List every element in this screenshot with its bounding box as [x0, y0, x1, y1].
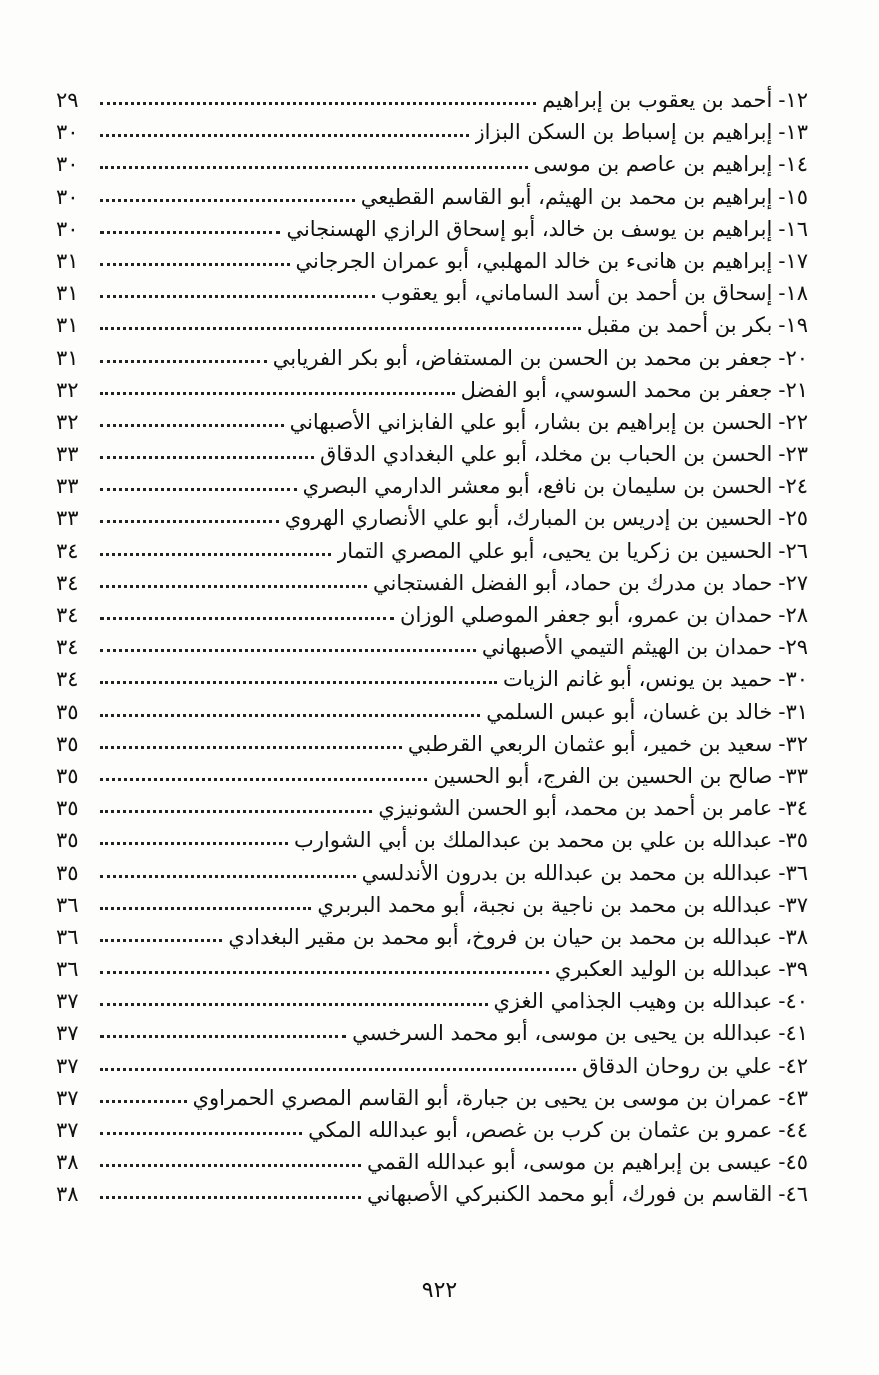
dot-leader: [100, 165, 528, 169]
toc-entry-dash: -: [778, 377, 786, 402]
page-number: ٩٢٢: [421, 1278, 458, 1303]
toc-entry-number: ٣٠: [785, 667, 808, 692]
toc-entry-title: الحسين بن زكريا بن يحيى، أبو علي المصري التمار: [337, 538, 773, 563]
toc-entry-number: ٢٩: [785, 635, 808, 660]
toc-entry: [56, 599, 808, 631]
dot-leader: [100, 874, 356, 878]
toc-entry-page: ٢٩: [56, 88, 79, 112]
dot-leader: [100, 198, 355, 202]
toc-entry-page: ٣١: [56, 248, 79, 273]
toc-entry-dash: -: [778, 1182, 786, 1207]
toc-entry-title: عبدالله بن وهيب الجذامي الغزي: [493, 989, 773, 1014]
toc-entry-number: ١٩: [785, 313, 808, 338]
toc-entry-title: سعيد بن خمير، أبو عثمان الربعي القرطبي: [407, 731, 773, 756]
toc-entry-page: ٣٤: [56, 667, 79, 692]
dot-leader: [100, 841, 288, 845]
toc-entry-number: ١٤: [785, 152, 808, 177]
toc-entry-title: حمدان بن الهيثم التيمي الأصبهاني: [481, 635, 773, 660]
dot-leader: [100, 359, 267, 363]
toc-entry-page: ٣٦: [56, 892, 79, 917]
toc-entry-title: إبراهيم بن عاصم بن موسى: [533, 152, 773, 177]
dot-leader: [100, 1195, 361, 1199]
toc-entry-page: ٣٤: [56, 570, 79, 595]
toc-entry-page: ٣١: [56, 345, 79, 370]
toc-entry-title: عمرو بن عثمان بن كرب بن غصص، أبو عبدالله المكي: [308, 1118, 773, 1142]
toc-entry-dash: -: [778, 1053, 786, 1078]
toc-entry: [56, 1178, 808, 1210]
toc-entry-dash: -: [778, 313, 786, 338]
toc-entry: [56, 631, 808, 663]
dot-leader: [100, 616, 394, 620]
toc-entry: [56, 760, 808, 792]
toc-entry-page: ٣٥: [56, 796, 79, 821]
toc-entry-page: ٣٠: [56, 120, 79, 145]
toc-entry-number: ٤٠: [785, 989, 808, 1014]
toc-entry-title: حميد بن يونس، أبو غانم الزيات: [502, 667, 773, 692]
toc-entry-dash: -: [778, 570, 786, 595]
toc-entry-number: ٤١: [785, 1021, 808, 1046]
toc-entry-number: ٣١: [785, 699, 808, 724]
toc-entry-page: ٣٦: [56, 957, 79, 982]
toc-entry-title: عبدالله بن الوليد العكبري: [554, 957, 773, 982]
toc-entry-title: عبدالله بن محمد بن عبدالله بن بدرون الأندلسي: [361, 860, 773, 885]
toc-entry-dash: -: [778, 1085, 786, 1110]
toc-entry-dash: -: [778, 957, 786, 982]
toc-entry-dash: -: [778, 699, 786, 724]
toc-entry-page: ٣٧: [56, 989, 79, 1014]
toc-entry-page: ٣٦: [56, 924, 79, 949]
toc-entry-number: ٤٢: [785, 1053, 808, 1078]
toc-entry-dash: -: [778, 635, 786, 660]
toc-entry: [56, 728, 808, 760]
toc-entry: [56, 567, 808, 599]
toc-entry-dash: -: [778, 506, 786, 531]
toc-entry-dash: -: [778, 667, 786, 692]
toc-entry-dash: -: [778, 828, 786, 853]
toc-entry: [56, 696, 808, 728]
toc-entry-number: ٣٩: [785, 957, 808, 982]
dot-leader: [100, 938, 222, 942]
toc-entry: [56, 1017, 808, 1049]
toc-entry: [56, 406, 808, 438]
toc-entry: [56, 1146, 808, 1178]
toc-entry-number: ٢٣: [785, 442, 808, 467]
toc-entry-title: عبدالله بن يحيى بن موسى، أبو محمد السرخسي: [352, 1021, 773, 1046]
toc-entry-title: الحسن بن الحباب بن مخلد، أبو علي البغدادي الدقاق: [320, 442, 773, 467]
toc-entry-page: ٣٧: [56, 1021, 79, 1046]
toc-entry-title: بكر بن أحمد بن مقبل: [586, 313, 773, 338]
dot-leader: [100, 552, 331, 556]
toc-entry-dash: -: [778, 796, 786, 821]
toc-entry-dash: -: [778, 924, 786, 949]
toc-entry-dash: -: [778, 409, 786, 434]
toc-entry-dash: -: [778, 1118, 786, 1142]
toc-entry-title: جعفر بن محمد بن الحسن بن المستفاض، أبو بكر الفريابي: [272, 345, 773, 370]
toc-entry-dash: -: [778, 860, 786, 885]
dot-leader: [100, 680, 497, 684]
toc-entry-page: ٣٥: [56, 828, 79, 853]
toc-entry: [56, 148, 808, 180]
toc-entry-number: ٢٨: [785, 603, 808, 627]
toc-entry-title: الحسن بن سليمان بن نافع، أبو معشر الدارمي البصري: [302, 474, 773, 499]
toc-entry-title: علي بن روحان الدقاق: [582, 1053, 773, 1078]
toc-entry-title: عبدالله بن علي بن محمد بن عبدالملك بن أبي الشوارب: [293, 828, 773, 853]
toc-entry-title: أحمد بن يعقوب بن إبراهيم: [542, 88, 773, 112]
toc-entry-page: ٣٠: [56, 216, 79, 241]
toc-entry: [56, 824, 808, 856]
dot-leader: [100, 1099, 187, 1103]
toc-entry-number: ١٢: [785, 88, 808, 112]
toc-entry-number: ٢١: [785, 377, 808, 402]
dot-leader: [100, 648, 476, 652]
toc-entry: [56, 374, 808, 406]
toc-entry-dash: -: [778, 281, 786, 306]
toc-entry-number: ١٨: [785, 281, 808, 306]
toc-entry-page: ٣٧: [56, 1118, 79, 1142]
toc-entry-title: عبدالله بن محمد بن ناجية بن نجبة، أبو محمد البربري: [317, 892, 773, 917]
toc-entry-number: ١٧: [785, 248, 808, 273]
toc-entry-page: ٣٢: [56, 409, 79, 434]
dot-leader: [100, 777, 427, 781]
toc-entry-title: عمران بن موسى بن يحيى بن جبارة، أبو القاسم المصري الحمراوي: [192, 1085, 773, 1110]
toc-entry-number: ١٥: [785, 184, 808, 209]
toc-entry-title: إسحاق بن أحمد بن أسد الساماني، أبو يعقوب: [380, 281, 773, 306]
toc-entry-number: ٣٢: [785, 731, 808, 756]
toc-entry: [56, 438, 808, 470]
toc-entry-page: ٣١: [56, 313, 79, 338]
toc-entry-title: إبراهيم بن هانىء بن خالد المهلبي، أبو عمران الجرجاني: [295, 248, 773, 273]
toc-entry: [56, 502, 808, 534]
toc-entry-dash: -: [778, 603, 786, 627]
toc-entry-dash: -: [778, 216, 786, 241]
toc-entry-page: ٣٣: [56, 474, 79, 499]
toc-entry-page: ٣٨: [56, 1182, 79, 1207]
toc-entry-page: ٣٣: [56, 442, 79, 467]
toc-entry: [56, 245, 808, 277]
dot-leader: [100, 101, 536, 105]
toc-entry-page: ٣٤: [56, 538, 79, 563]
toc-entry-page: ٣٥: [56, 860, 79, 885]
dot-leader: [100, 906, 311, 910]
dot-leader: [100, 262, 290, 266]
dot-leader: [100, 519, 279, 523]
toc-entry-page: ٣٥: [56, 699, 79, 724]
toc-entry-page: ٣٤: [56, 635, 79, 660]
toc-entry-page: ٣٥: [56, 731, 79, 756]
toc-entry: [56, 309, 808, 341]
toc-entry-number: ٣٦: [785, 860, 808, 885]
toc-entry-number: ١٣: [785, 120, 808, 145]
toc-entry-dash: -: [778, 989, 786, 1014]
toc-entry: [56, 181, 808, 213]
toc-entry-number: ١٦: [785, 216, 808, 241]
toc-entry-title: حمدان بن عمرو، أبو جعفر الموصلي الوزان: [400, 603, 773, 627]
toc-entry-page: ٣٧: [56, 1085, 79, 1110]
toc-entry: [56, 1114, 808, 1146]
dot-leader: [100, 423, 284, 427]
table-of-contents: [56, 84, 808, 1211]
toc-entry: [56, 1050, 808, 1082]
dot-leader: [100, 326, 581, 330]
toc-entry-title: إبراهيم بن إسباط بن السكن البزاز: [474, 120, 773, 145]
toc-entry-page: ٣٠: [56, 152, 79, 177]
toc-entry-dash: -: [778, 248, 786, 273]
dot-leader: [100, 487, 297, 491]
toc-entry-title: القاسم بن فورك، أبو محمد الكنبركي الأصبهاني: [367, 1182, 773, 1207]
dot-leader: [100, 809, 372, 813]
toc-entry-page: ٣٨: [56, 1150, 79, 1175]
toc-entry-title: الحسن بن إبراهيم بن بشار، أبو علي الفابزاني الأصبهاني: [289, 409, 773, 434]
toc-entry-dash: -: [778, 442, 786, 467]
toc-entry-page: ٣٠: [56, 184, 79, 209]
toc-entry-number: ٢٤: [785, 474, 808, 499]
toc-entry-dash: -: [778, 731, 786, 756]
toc-entry: [56, 857, 808, 889]
dot-leader: [100, 230, 280, 234]
toc-entry: [56, 116, 808, 148]
dot-leader: [100, 133, 469, 137]
toc-entry-title: صالح بن الحسين بن الفرج، أبو الحسين: [433, 763, 773, 788]
toc-entry-dash: -: [778, 1021, 786, 1046]
toc-entry-title: حماد بن مدرك بن حماد، أبو الفضل الفستجاني: [372, 570, 773, 595]
toc-entry-number: ٢٠: [785, 345, 808, 370]
toc-entry-title: خالد بن غسان، أبو عبس السلمي: [486, 699, 773, 724]
toc-entry-dash: -: [778, 120, 786, 145]
toc-entry: [56, 535, 808, 567]
toc-entry-page: ٣٧: [56, 1053, 79, 1078]
toc-entry: [56, 470, 808, 502]
dot-leader: [100, 294, 375, 298]
toc-entry: [56, 342, 808, 374]
toc-entry-title: الحسين بن إدريس بن المبارك، أبو علي الأنصاري الهروي: [284, 506, 773, 531]
toc-entry-number: ٣٤: [785, 796, 808, 821]
toc-entry-title: إبراهيم بن محمد بن الهيثم، أبو القاسم القطيعي: [360, 184, 773, 209]
toc-entry-number: ٤٣: [785, 1085, 808, 1110]
dot-leader: [100, 1002, 488, 1006]
dot-leader: [100, 713, 480, 717]
dot-leader: [100, 1131, 302, 1135]
toc-entry-page: ٣٣: [56, 506, 79, 531]
toc-entry-title: جعفر بن محمد السوسي، أبو الفضل: [460, 377, 773, 402]
toc-entry-dash: -: [778, 345, 786, 370]
toc-entry-number: ٢٧: [785, 570, 808, 595]
toc-entry: [56, 663, 808, 695]
dot-leader: [100, 455, 314, 459]
dot-leader: [100, 1067, 576, 1071]
toc-entry-dash: -: [778, 474, 786, 499]
toc-entry: [56, 985, 808, 1017]
toc-entry-number: ٣٧: [785, 892, 808, 917]
toc-entry: [56, 213, 808, 245]
toc-entry: [56, 1082, 808, 1114]
toc-entry-dash: -: [778, 184, 786, 209]
toc-entry-number: ٢٥: [785, 506, 808, 531]
toc-entry-title: عيسى بن إبراهيم بن موسى، أبو عبدالله القمي: [367, 1150, 773, 1175]
toc-entry: [56, 792, 808, 824]
dot-leader: [100, 1034, 346, 1038]
toc-entry-dash: -: [778, 1150, 786, 1175]
toc-entry: [56, 277, 808, 309]
toc-entry-number: ٤٦: [785, 1182, 808, 1207]
toc-entry-number: ٣٨: [785, 924, 808, 949]
toc-entry-number: ٤٤: [785, 1118, 808, 1142]
toc-entry-number: ٤٥: [785, 1150, 808, 1175]
toc-entry: [56, 921, 808, 953]
dot-leader: [100, 391, 455, 395]
toc-entry: [56, 889, 808, 921]
toc-entry-title: عبدالله بن محمد بن حيان بن فروخ، أبو محمد بن مقير البغدادي: [228, 924, 773, 949]
toc-entry-page: ٣٢: [56, 377, 79, 402]
toc-entry-number: ٢٢: [785, 409, 808, 434]
toc-entry-number: ٢٦: [785, 538, 808, 563]
toc-entry-page: ٣٥: [56, 763, 79, 788]
dot-leader: [100, 1163, 361, 1167]
toc-entry-dash: -: [778, 538, 786, 563]
toc-entry-page: ٣١: [56, 281, 79, 306]
toc-entry-dash: -: [778, 152, 786, 177]
toc-entry-dash: -: [778, 763, 786, 788]
toc-entry-title: عامر بن أحمد بن محمد، أبو الحسن الشونيزي: [378, 796, 773, 821]
toc-entry-title: إبراهيم بن يوسف بن خالد، أبو إسحاق الرازي الهسنجاني: [286, 216, 773, 241]
toc-entry-number: ٣٥: [785, 828, 808, 853]
toc-entry-number: ٣٣: [785, 763, 808, 788]
toc-entry: [56, 84, 808, 116]
dot-leader: [100, 584, 367, 588]
toc-entry-dash: -: [778, 88, 786, 112]
dot-leader: [100, 745, 402, 749]
toc-entry-dash: -: [778, 892, 786, 917]
toc-entry-page: ٣٤: [56, 603, 79, 627]
dot-leader: [100, 970, 549, 974]
toc-entry: [56, 953, 808, 985]
